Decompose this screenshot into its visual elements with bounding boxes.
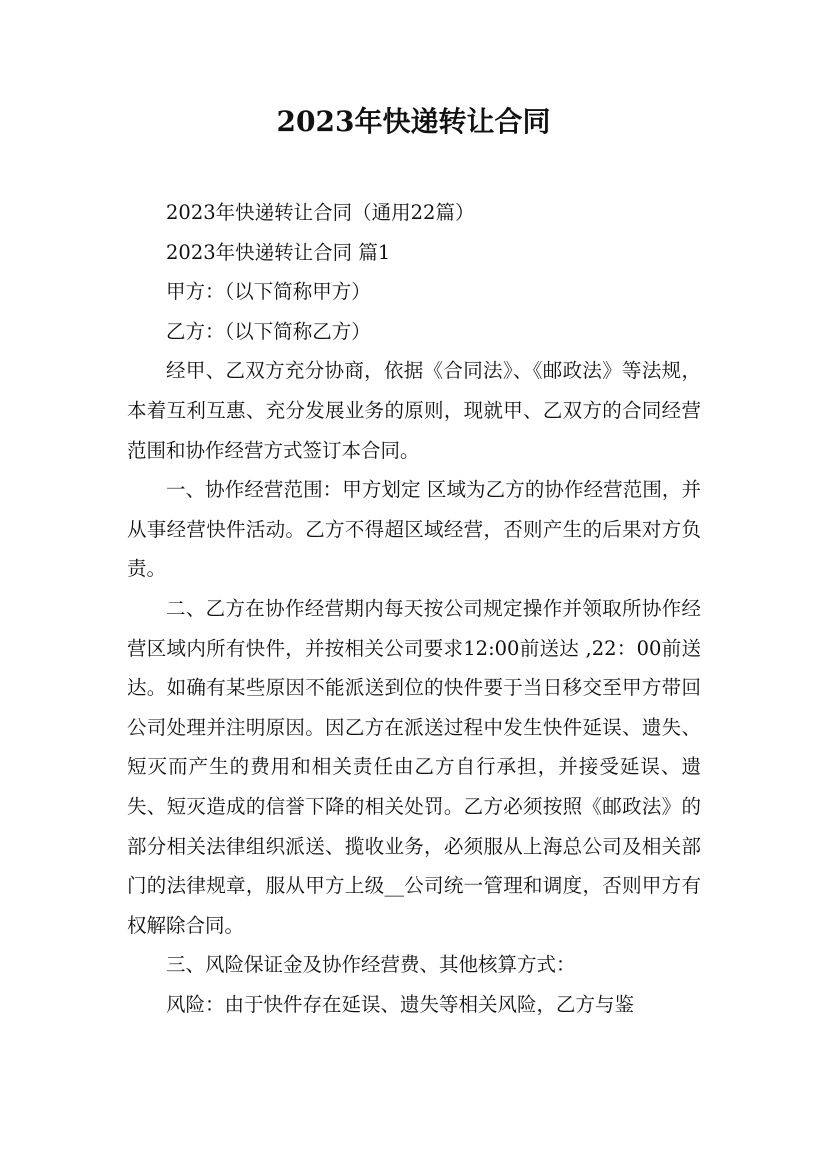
paragraph-preamble: 经甲、乙双方充分协商，依据《合同法》、《邮政法》等法规，本着互利互惠、充分发展业务的原则，现就甲、乙双方的合同经营范围和协作经营方式签订本合同。 (127, 359, 701, 462)
paragraph-clause-3: 三、风险保证金及协作经营费、其他核算方式： (166, 953, 576, 977)
paragraph-party-b: 乙方：（以下简称乙方） (166, 319, 371, 343)
paragraph-party-a: 甲方：（以下简称甲方） (166, 280, 371, 304)
paragraph-subtitle: 2023年快递转让合同（通用22篇） (166, 201, 475, 224)
paragraph-clause-2: 二、乙方在协作经营期内每天按公司规定操作并领取所协作经营区域内所有快件，并按相关公司要求12:00前送达 ,22：00前送达。如确有某些原因不能派送到位的快件要于当日移交至甲方带回公司处理并注明原因。因乙方在派送过程中发生快件延误、遗失、短灭而产生的费用和相关责任由乙方自行承担，并接受延误、遗失、短灭造成的信誉下降的相关处罚。乙方必须按照《邮政法》的部分相关法律组织派送、揽收业务，必须服从上海总公司及相关部门的法律规章，服从甲方上级__公司统一管理和调度，否则甲方有权解除合同。 (127, 596, 701, 937)
document-title: 2023年快递转让合同 (276, 105, 551, 138)
document-body (127, 193, 701, 1024)
paragraph-clause-1: 一、协作经营范围：甲方划定 区域为乙方的协作经营范围，并从事经营快件活动。乙方不得超区域经营，否则产生的后果对方负责。 (127, 478, 701, 581)
paragraph-risk: 风险：由于快件存在延误、遗失等相关风险，乙方与鉴 (166, 992, 635, 1016)
paragraph-heading-article-1: 2023年快递转让合同 篇1 (166, 240, 391, 264)
